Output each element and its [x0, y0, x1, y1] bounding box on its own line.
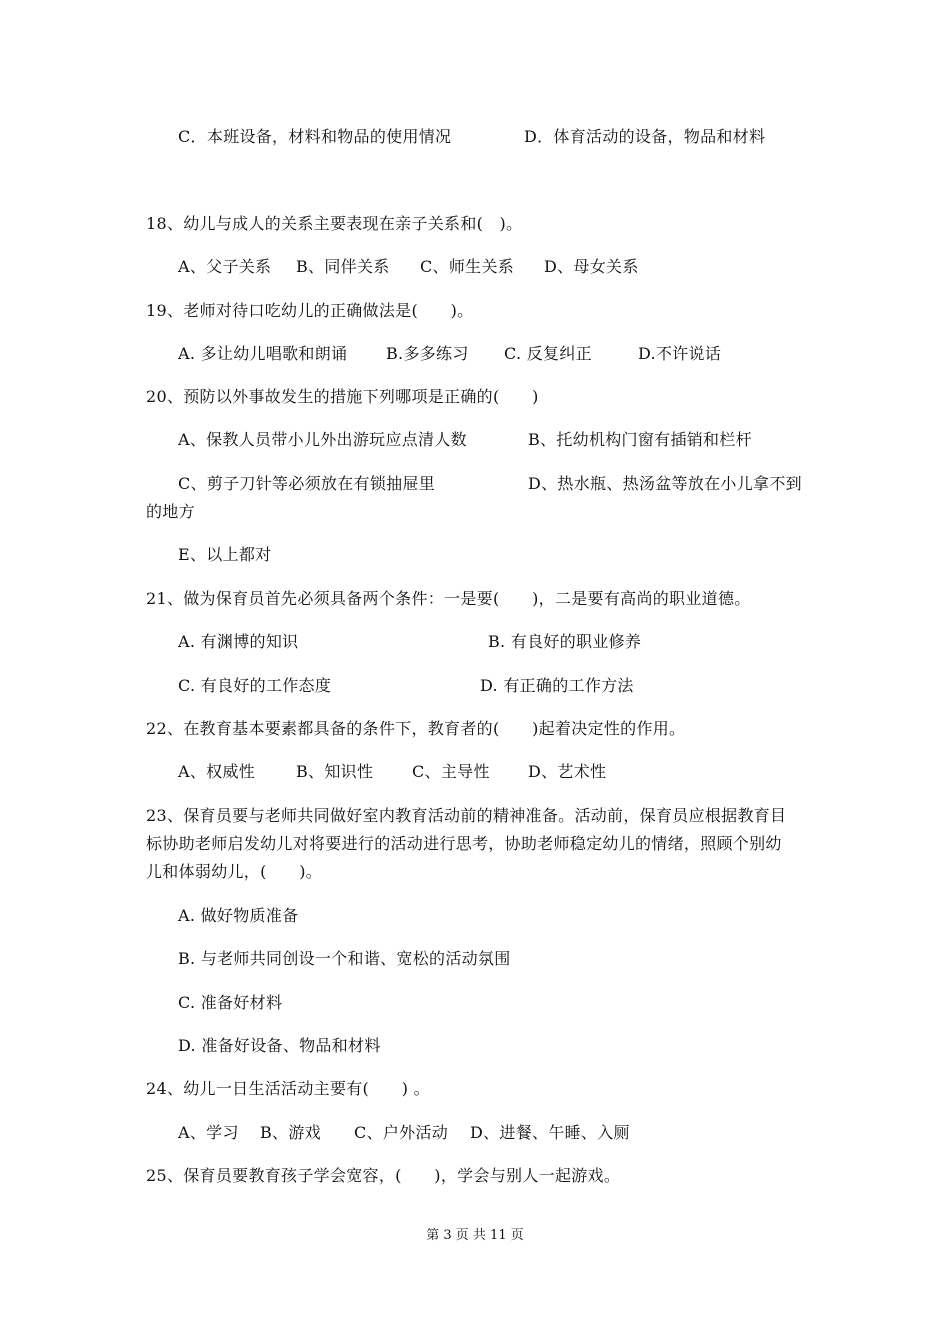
q19-option-a: A. 多让幼儿唱歌和朗诵 — [178, 344, 348, 363]
q24-stem: 24、幼儿一日生活活动主要有( ) 。 — [146, 1079, 430, 1098]
q18-option-a: A、父子关系 — [178, 257, 272, 276]
q20-option-e: E、以上都对 — [178, 545, 272, 564]
q23-option-b: B. 与老师共同创设一个和谐、宽松的活动氛围 — [178, 949, 511, 968]
q19-stem: 19、老师对待口吃幼儿的正确做法是( )。 — [146, 301, 474, 320]
q19-option-b: B.多多练习 — [386, 344, 469, 363]
q23-stem-line1: 23、保育员要与老师共同做好室内教育活动前的精神准备。活动前，保育员应根据教育目 — [146, 806, 787, 825]
q18-option-d: D、母女关系 — [544, 257, 639, 276]
q23-stem-line2: 标协助老师启发幼儿对将要进行的活动进行思考，协助老师稳定幼儿的情绪，照顾个别幼 — [146, 834, 782, 853]
q20-stem: 20、预防以外事故发生的措施下列哪项是正确的( ) — [146, 387, 539, 406]
q21-stem: 21、做为保育员首先必须具备两个条件：一是要( )，二是要有高尚的职业道德。 — [146, 589, 751, 608]
q17-option-d: D．体育活动的设备，物品和材料 — [524, 127, 766, 146]
q23-option-d: D. 准备好设备、物品和材料 — [178, 1036, 381, 1055]
q20-option-d-continued: 的地方 — [146, 502, 195, 521]
q19-option-c: C. 反复纠正 — [504, 344, 592, 363]
q18-option-b: B、同伴关系 — [296, 257, 390, 276]
q20-option-c: C、剪子刀针等必须放在有锁抽屉里 — [178, 474, 436, 493]
q22-option-b: B、知识性 — [296, 762, 374, 781]
q24-option-a: A、学习 — [178, 1123, 239, 1142]
q22-option-a: A、权威性 — [178, 762, 256, 781]
q24-option-b: B、游戏 — [260, 1123, 321, 1142]
q22-stem: 22、在教育基本要素都具备的条件下，教育者的( )起着决定性的作用。 — [146, 719, 686, 738]
q17-option-c: C．本班设备，材料和物品的使用情况 — [178, 127, 452, 146]
q22-option-c: C、主导性 — [412, 762, 490, 781]
q20-option-d: D、热水瓶、热汤盆等放在小儿拿不到 — [528, 474, 802, 493]
page-footer: 第 3 页 共 11 页 — [426, 1228, 524, 1243]
q24-option-c: C、户外活动 — [354, 1123, 449, 1142]
q21-option-a: A. 有渊博的知识 — [178, 632, 299, 651]
q18-stem: 18、幼儿与成人的关系主要表现在亲子关系和( )。 — [146, 214, 523, 233]
q21-option-c: C. 有良好的工作态度 — [178, 676, 332, 695]
q19-option-d: D.不许说话 — [638, 344, 722, 363]
q25-stem: 25、保育员要教育孩子学会宽容，( )，学会与别人一起游戏。 — [146, 1166, 621, 1185]
q23-option-a: A. 做好物质准备 — [178, 906, 299, 925]
q20-option-b: B、托幼机构门窗有插销和栏杆 — [528, 430, 752, 449]
q23-option-c: C. 准备好材料 — [178, 993, 283, 1012]
q22-option-d: D、艺术性 — [528, 762, 607, 781]
q20-option-a: A、保教人员带小儿外出游玩应点清人数 — [178, 430, 467, 449]
q23-stem-line3: 儿和体弱幼儿，( )。 — [146, 862, 323, 881]
q21-option-b: B. 有良好的职业修养 — [488, 632, 642, 651]
q24-option-d: D、进餐、午睡、入厕 — [470, 1123, 630, 1142]
q21-option-d: D. 有正确的工作方法 — [480, 676, 634, 695]
q18-option-c: C、师生关系 — [420, 257, 515, 276]
